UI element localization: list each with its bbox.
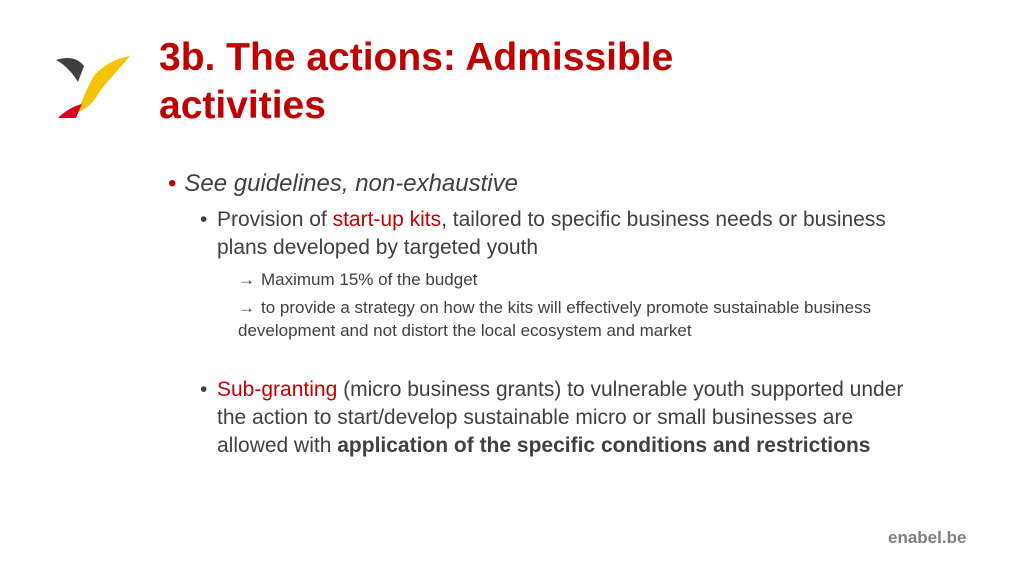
strategy-text: to provide a strategy on how the kits will effectively promote sustainable business development and not distort the local ecosystem and market <box>238 298 872 340</box>
sub-bullet-budget <box>238 268 918 291</box>
budget-text: Maximum 15% of the budget <box>261 270 478 289</box>
right-arrow-icon: → <box>238 298 255 317</box>
bullet-dot: • <box>200 378 208 401</box>
startup-kits-highlight: start-up kits <box>332 208 442 231</box>
sub-granting-text: Sub-granting (micro business grants) to vulnerable youth supported under the action to start/develop sustainable micro or small businesses are allowed with application of the specific conditions and restrictions <box>217 378 904 457</box>
sub-bullet-strategy <box>238 296 908 342</box>
footer-website: enabel.be <box>888 528 967 547</box>
startup-kits-text: Provision of start-up kits, tailored to specific business needs or business plans developed by targeted youth <box>217 208 886 259</box>
conditions-bold: application of the specific conditions and restrictions <box>337 434 871 457</box>
bullet-dot: • <box>168 170 177 197</box>
bullet-startup-kits <box>200 206 890 262</box>
slide-title: 3b. The actions: Admissible activities <box>159 36 674 127</box>
right-arrow-icon: → <box>238 270 255 289</box>
guidelines-text: See guidelines, non-exhaustive <box>184 170 518 197</box>
bullet-sub-granting <box>200 376 920 460</box>
bullet-dot: • <box>200 208 208 231</box>
bullet-level1 <box>168 170 518 198</box>
sub-granting-highlight: Sub-granting <box>217 378 338 401</box>
